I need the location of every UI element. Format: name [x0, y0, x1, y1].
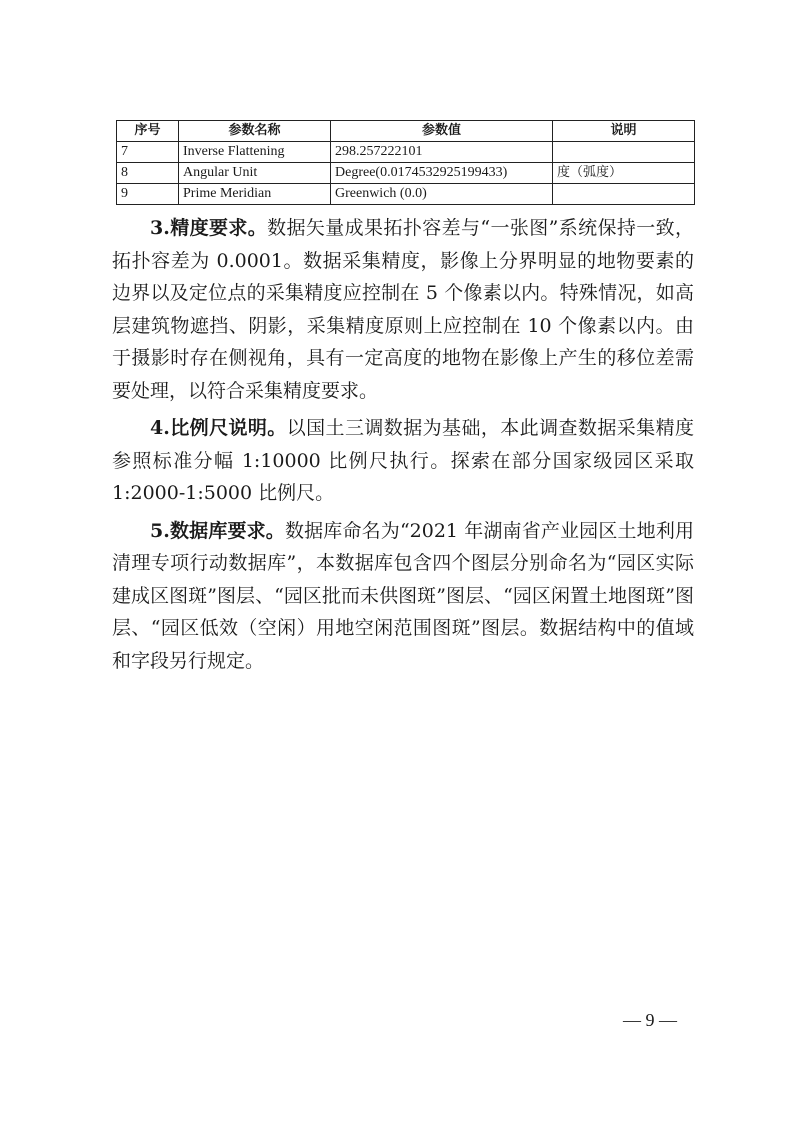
paragraph-content: 数据矢量成果拓扑容差与“一张图”系统保持一致，拓扑容差为 0.0001。数据采集精度，影像上分界明显的地物要素的边界以及定位点的采集精度应控制在 5 个像素以内。特殊情况，如高层建筑物遮挡、阴影，采集精度原则上应控制在 10 个像素以内。由于摄影时存在侧视角，具有一定高度的地物在影像上产生的移位差需要处理，以符合采集精度要求。 — [112, 217, 694, 402]
paragraph-content: 以国土三调数据为基础，本此调查数据采集精度参照标准分幅 1:10000 比例尺执行。探索在部分国家级园区采取 1:2000-1:5000 比例尺。 — [112, 417, 694, 504]
paragraph-content: 数据库命名为“2021 年湖南省产业园区土地利用清理专项行动数据库”，本数据库包含四个图层分别命名为“园区实际建成区图斑”图层、“园区批而未供图斑”图层、“园区闲置土地图斑”图层、“园区低效（空闲）用地空闲范围图斑”图层。数据结构中的值域和字段另行规定。 — [112, 519, 694, 672]
table-row — [117, 163, 695, 184]
paragraph-heading: 4.比例尺说明。 — [150, 417, 287, 439]
paragraph-accuracy — [112, 212, 694, 407]
header-index: 序号 — [117, 121, 179, 142]
cell-index: 8 — [117, 163, 179, 184]
cell-param-name: Prime Meridian — [179, 184, 331, 205]
cell-note — [553, 184, 695, 205]
header-param-name: 参数名称 — [179, 121, 331, 142]
cell-index: 9 — [117, 184, 179, 205]
header-note: 说明 — [553, 121, 695, 142]
cell-param-name: Angular Unit — [179, 163, 331, 184]
cell-note — [553, 142, 695, 163]
cell-note: 度（弧度） — [553, 163, 695, 184]
cell-index: 7 — [117, 142, 179, 163]
parameter-table — [116, 120, 695, 205]
table-header-row — [117, 121, 695, 142]
body-text — [112, 212, 694, 682]
paragraph-heading: 3.精度要求。 — [150, 217, 268, 239]
paragraph-database — [112, 515, 694, 678]
header-param-value: 参数值 — [331, 121, 553, 142]
paragraph-scale — [112, 412, 694, 510]
cell-param-value: 298.257222101 — [331, 142, 553, 163]
paragraph-heading: 5.数据库要求。 — [150, 519, 285, 542]
table-row — [117, 142, 695, 163]
cell-param-name: Inverse Flattening — [179, 142, 331, 163]
cell-param-value: Degree(0.0174532925199433) — [331, 163, 553, 184]
cell-param-value: Greenwich (0.0) — [331, 184, 553, 205]
table-row — [117, 184, 695, 205]
page-number: — 9 — — [623, 1010, 677, 1030]
